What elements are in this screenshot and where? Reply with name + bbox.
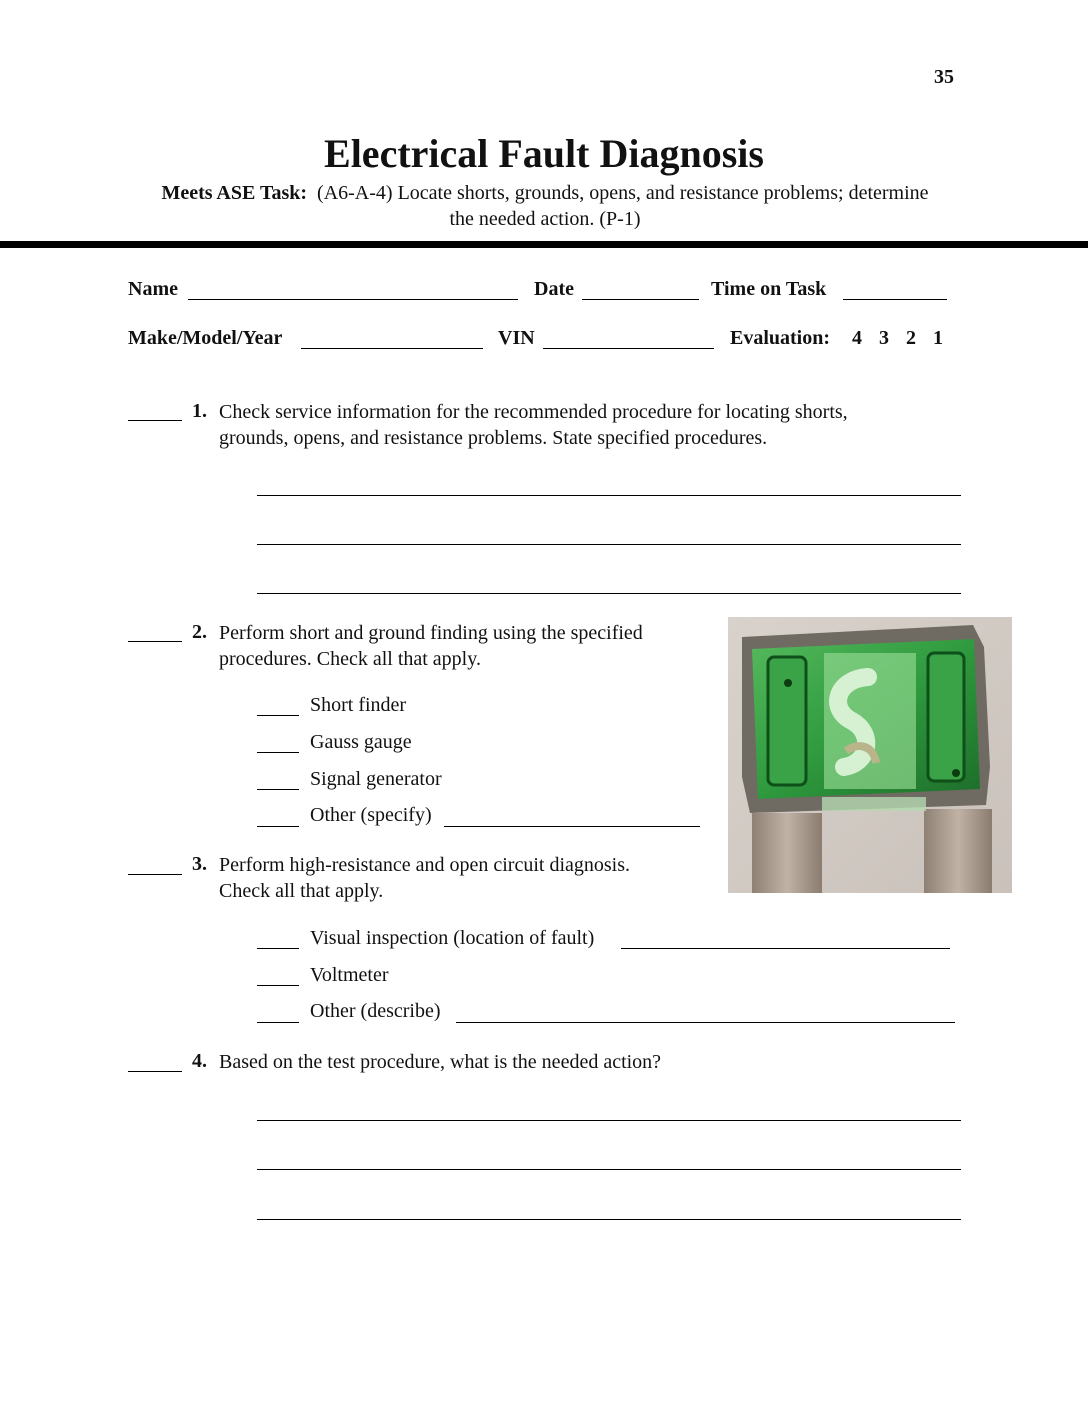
task-4-answer-line[interactable] [257, 1169, 961, 1170]
option-short-finder: Short finder [310, 694, 407, 716]
time-on-task-field[interactable] [843, 299, 947, 300]
ase-task-text-line1: (A6-A-4) Locate shorts, grounds, opens, and resistance problems; determine [317, 182, 929, 204]
checkbox-visual-inspection[interactable] [257, 948, 299, 949]
checkbox-short-finder[interactable] [257, 715, 299, 716]
checkbox-voltmeter[interactable] [257, 985, 299, 986]
page-title: Electrical Fault Diagnosis [324, 131, 764, 176]
option-visual-inspection: Visual inspection (location of fault) [310, 927, 595, 949]
checkbox-gauss-gauge[interactable] [257, 752, 299, 753]
task-3-line2: Check all that apply. [219, 880, 384, 902]
task-1-answer-line[interactable] [257, 495, 961, 496]
other-specify-field[interactable] [444, 826, 700, 827]
option-other-specify: Other (specify) [310, 804, 432, 826]
option-signal-generator: Signal generator [310, 768, 442, 790]
task-1-answer-line[interactable] [257, 544, 961, 545]
date-label: Date [534, 278, 574, 300]
vin-label: VIN [498, 327, 535, 349]
maxi-fuse-photo [728, 617, 1012, 893]
task-3-number: 3. [192, 853, 207, 875]
evaluation-label: Evaluation: [730, 327, 831, 349]
task-2-number: 2. [192, 621, 207, 643]
ase-task-text-line2: the needed action. (P-1) [449, 208, 641, 230]
name-field[interactable] [188, 299, 518, 300]
make-model-year-field[interactable] [301, 348, 483, 349]
page-number: 35 [934, 66, 954, 88]
header-divider [0, 241, 1088, 248]
task-2-line2: procedures. Check all that apply. [219, 648, 481, 670]
task-1-line1: Check service information for the recommended procedure for locating shorts, [219, 401, 848, 423]
option-voltmeter: Voltmeter [310, 964, 389, 986]
time-on-task-label: Time on Task [711, 278, 827, 300]
ase-task-label: Meets ASE Task: [161, 182, 308, 204]
name-label: Name [128, 278, 178, 300]
other-describe-field[interactable] [456, 1022, 955, 1023]
task-1-line2: grounds, opens, and resistance problems. State specified procedures. [219, 427, 768, 449]
option-gauss-gauge: Gauss gauge [310, 731, 412, 753]
task-4-number: 4. [192, 1050, 207, 1072]
fault-location-field[interactable] [621, 948, 950, 949]
task-2-completion-blank[interactable] [128, 641, 182, 642]
task-3-text [219, 852, 630, 904]
task-1-text [219, 399, 848, 451]
task-1-answer-line[interactable] [257, 593, 961, 594]
task-4-answer-line[interactable] [257, 1120, 961, 1121]
make-model-year-label: Make/Model/Year [128, 327, 283, 349]
task-3-line1: Perform high-resistance and open circuit diagnosis. [219, 854, 630, 876]
evaluation-scores[interactable]: 4 3 2 1 [852, 327, 943, 349]
task-2-text [219, 620, 643, 672]
task-1-completion-blank[interactable] [128, 420, 182, 421]
vin-field[interactable] [543, 348, 714, 349]
task-4-answer-line[interactable] [257, 1219, 961, 1220]
task-2-line1: Perform short and ground finding using the specified [219, 622, 643, 644]
task-4-line1: Based on the test procedure, what is the needed action? [219, 1051, 662, 1073]
task-1-number: 1. [192, 400, 207, 422]
task-4-text [219, 1049, 661, 1075]
ase-task-description [120, 180, 970, 232]
task-4-completion-blank[interactable] [128, 1071, 182, 1072]
date-field[interactable] [582, 299, 699, 300]
checkbox-other-specify[interactable] [257, 826, 299, 827]
option-other-describe: Other (describe) [310, 1000, 441, 1022]
task-3-completion-blank[interactable] [128, 874, 182, 875]
checkbox-other-describe[interactable] [257, 1022, 299, 1023]
checkbox-signal-generator[interactable] [257, 789, 299, 790]
